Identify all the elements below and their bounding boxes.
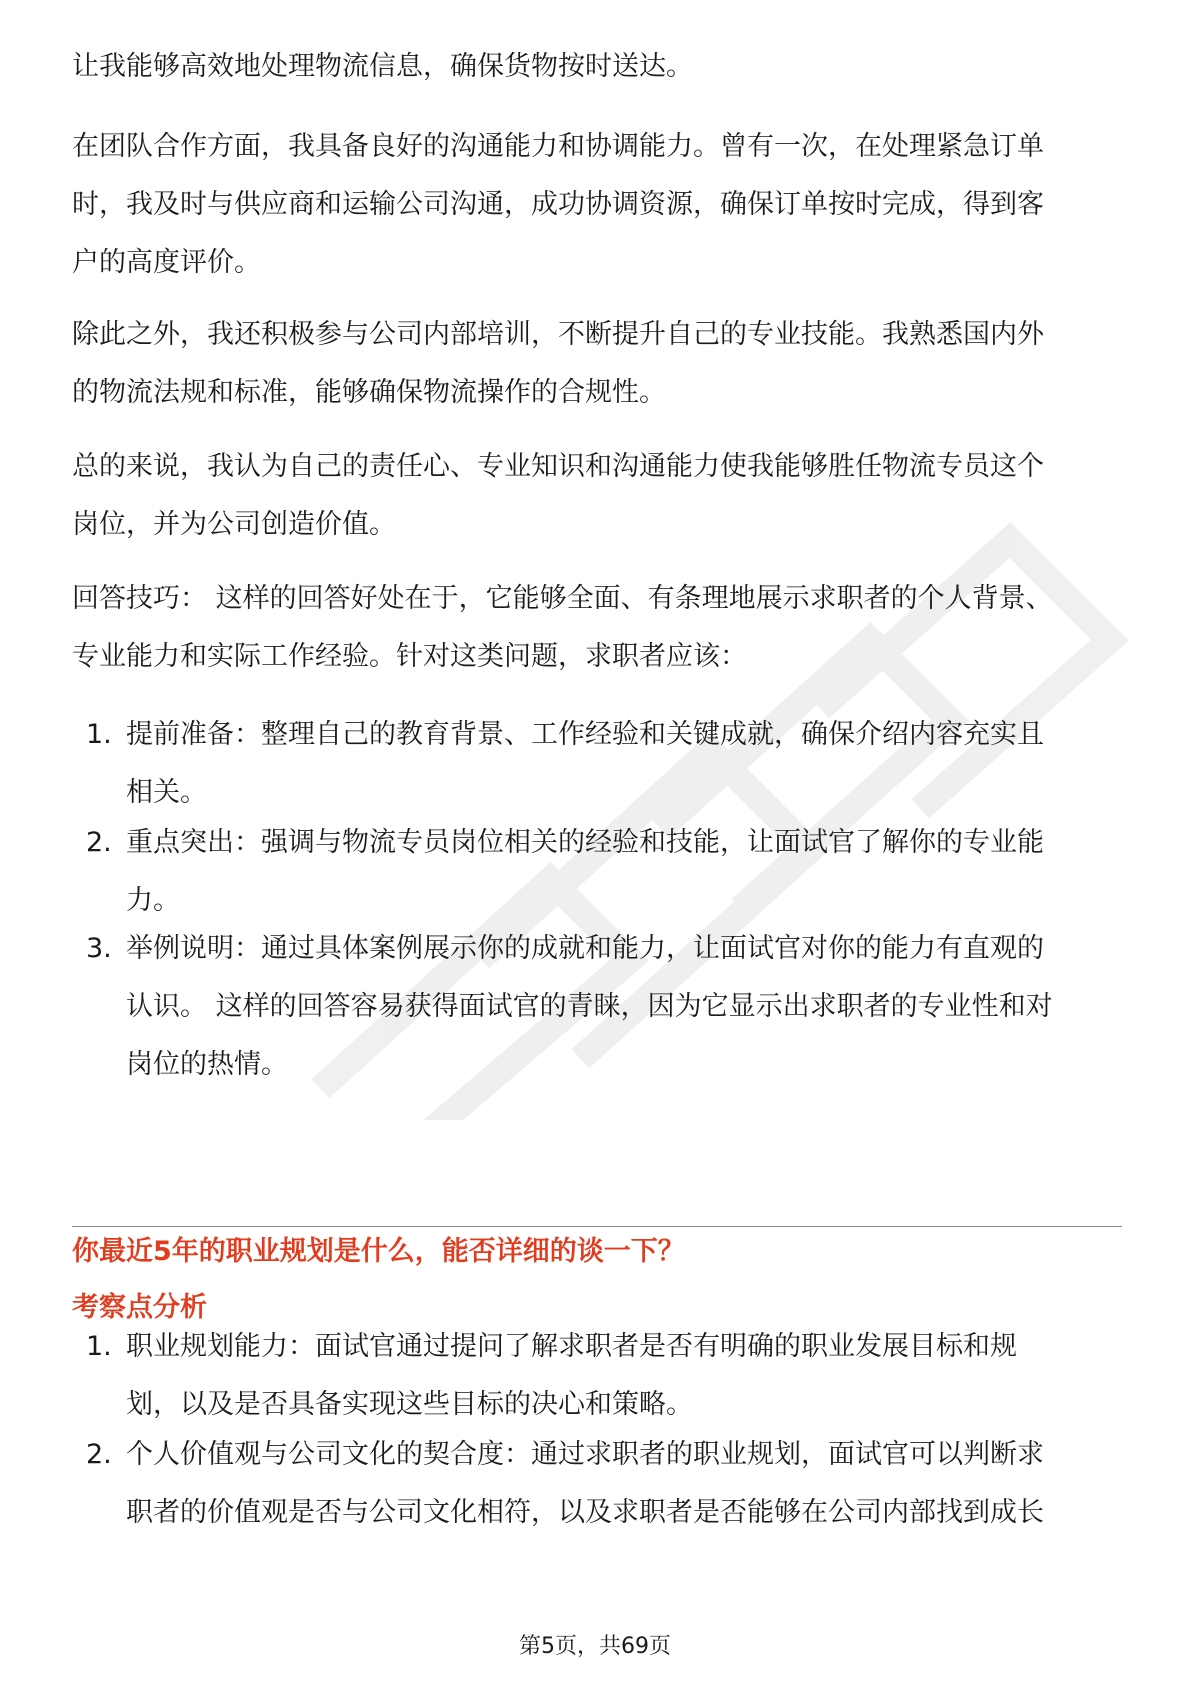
- list-number: 2.: [86, 827, 112, 858]
- text-line: 岗位，并为公司创造价值。: [72, 509, 396, 540]
- text-line: 户的高度评价。: [72, 247, 261, 278]
- paragraph-summary: [72, 438, 1120, 554]
- list-number: 3.: [86, 933, 112, 964]
- text-line: 划，以及是否具备实现这些目标的决心和策略。: [126, 1389, 693, 1420]
- list-number: 1.: [86, 719, 112, 750]
- section-divider: [72, 1226, 1122, 1227]
- text-line: 提前准备：整理自己的教育背景、工作经验和关键成就，确保介绍内容充实且: [126, 719, 1044, 750]
- list-number: 2.: [86, 1439, 112, 1470]
- text-line: 总的来说，我认为自己的责任心、专业知识和沟通能力使我能够胜任物流专员这个: [72, 451, 1044, 482]
- text-line: 专业能力和实际工作经验。针对这类问题，求职者应该：: [72, 641, 747, 672]
- text-line: 认识。 这样的回答容易获得面试官的青睐，因为它显示出求职者的专业性和对: [126, 991, 1053, 1022]
- text-line: 相关。: [126, 777, 207, 808]
- text-line: 重点突出：强调与物流专员岗位相关的经验和技能，让面试官了解你的专业能: [126, 827, 1044, 858]
- text-line: 职者的价值观是否与公司文化相符，以及求职者是否能够在公司内部找到成长: [126, 1497, 1044, 1528]
- page-footer: 第5页，共69页: [519, 1634, 671, 1659]
- paragraph-answer-tips: [72, 570, 1120, 686]
- question-title: 你最近5年的职业规划是什么，能否详细的谈一下？: [72, 1236, 685, 1267]
- paragraph-training: [72, 306, 1120, 422]
- text-line: 个人价值观与公司文化的契合度：通过求职者的职业规划，面试官可以判断求: [126, 1439, 1044, 1470]
- text-line: 回答技巧： 这样的回答好处在于，它能够全面、有条理地展示求职者的个人背景、: [72, 583, 1053, 614]
- list-number: 1.: [86, 1331, 112, 1362]
- text-line: 的物流法规和标准，能够确保物流操作的合规性。: [72, 377, 666, 408]
- text-line: 除此之外，我还积极参与公司内部培训，不断提升自己的专业技能。我熟悉国内外: [72, 319, 1044, 350]
- text-line: 举例说明：通过具体案例展示你的成就和能力，让面试官对你的能力有直观的: [126, 933, 1044, 964]
- text-line: 时，我及时与供应商和运输公司沟通，成功协调资源，确保订单按时完成，得到客: [72, 189, 1044, 220]
- text-line: 力。: [126, 885, 180, 916]
- text-line: 让我能够高效地处理物流信息，确保货物按时送达。: [72, 51, 693, 82]
- analysis-heading: 考察点分析: [72, 1292, 207, 1323]
- text-line: 职业规划能力：面试官通过提问了解求职者是否有明确的职业发展目标和规: [126, 1331, 1017, 1362]
- text-line: 在团队合作方面，我具备良好的沟通能力和协调能力。曾有一次，在处理紧急订单: [72, 131, 1044, 162]
- text-line: 岗位的热情。: [126, 1049, 288, 1080]
- paragraph-intro-tail: [72, 38, 1120, 96]
- paragraph-teamwork: [72, 118, 1120, 292]
